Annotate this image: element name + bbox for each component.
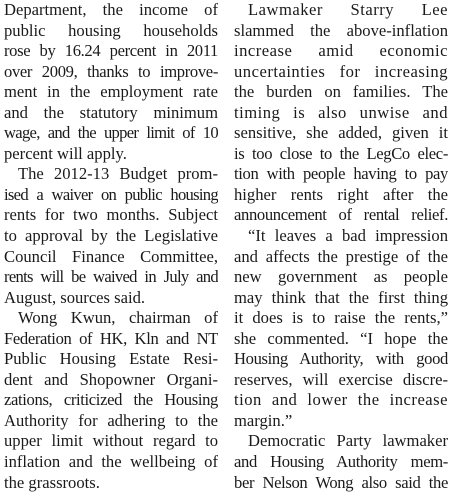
text-line: Authority for adhering to the bbox=[4, 410, 218, 430]
text-line: is too close to the LegCo elec- bbox=[234, 143, 448, 163]
text-line: dent and Shopowner Organi- bbox=[4, 369, 218, 389]
text-line: margin.” bbox=[234, 410, 293, 430]
text-line: August, sources said. bbox=[4, 287, 146, 307]
text-line: higher rents right after the bbox=[234, 184, 448, 204]
article-column-right bbox=[234, 0, 448, 496]
text-line: timing is also unwise and bbox=[234, 102, 448, 122]
text-line: and affects the prestige of the bbox=[234, 246, 448, 266]
text-line: zations, criticized the Housing bbox=[4, 390, 218, 410]
text-line: rents for two months. Subject bbox=[4, 205, 218, 225]
text-line: ment in the employment rate bbox=[4, 82, 218, 102]
text-line: Lawmaker Starry Lee bbox=[248, 0, 448, 19]
text-line: wage, and the upper limit of 10 bbox=[4, 123, 218, 143]
text-line: Federation of HK, Kln and NT bbox=[4, 328, 218, 348]
text-line: announcement of rental relief. bbox=[234, 205, 448, 225]
text-line: to approval by the Legislative bbox=[4, 226, 218, 246]
text-line: the burden on families. The bbox=[234, 82, 448, 102]
text-line: it does is to raise the rents,” bbox=[234, 308, 448, 328]
text-line: reserves, will exercise discre- bbox=[234, 369, 448, 389]
text-line: sensitive, she added, given it bbox=[234, 123, 448, 143]
text-line: Department, the income of bbox=[4, 0, 218, 19]
text-line: upper limit without regard to bbox=[4, 431, 218, 451]
text-line: “It leaves a bad impression bbox=[248, 226, 448, 246]
text-line: may think that the first thing bbox=[234, 287, 448, 307]
text-line: over 2009, thanks to improve- bbox=[4, 61, 218, 81]
text-line: uncertainties for increasing bbox=[234, 61, 448, 81]
text-line: tion and lower the increase bbox=[234, 390, 448, 410]
text-line: Council Finance Committee, bbox=[4, 246, 218, 266]
text-line: percent will apply. bbox=[4, 143, 127, 163]
article-column-left bbox=[4, 0, 218, 496]
text-line: slammed the above-inflation bbox=[234, 20, 448, 40]
text-line: Public Housing Estate Resi- bbox=[4, 349, 218, 369]
text-line: Wong Kwun, chairman of bbox=[18, 308, 218, 328]
text-line: inflation and the wellbeing of bbox=[4, 452, 218, 472]
text-line: The 2012-13 Budget prom- bbox=[18, 164, 218, 184]
text-line: public housing households bbox=[4, 20, 218, 40]
text-line: and the statutory minimum bbox=[4, 102, 218, 122]
text-line: and Housing Authority mem- bbox=[234, 452, 448, 472]
text-line: rents will be waived in July and bbox=[4, 267, 218, 287]
text-line: increase amid economic bbox=[234, 41, 448, 61]
text-line: rose by 16.24 percent in 2011 bbox=[4, 41, 218, 61]
text-line: ised a waiver on public housing bbox=[4, 184, 218, 204]
text-line: Democratic Party lawmaker bbox=[248, 431, 448, 451]
text-line: new government as people bbox=[234, 267, 448, 287]
text-line: Housing Authority, with good bbox=[234, 349, 448, 369]
article-page bbox=[4, 0, 448, 496]
text-line: the grassroots. bbox=[4, 472, 100, 492]
text-line: tion with people having to pay bbox=[234, 164, 448, 184]
text-line: ber Nelson Wong also said the bbox=[234, 472, 448, 492]
text-line: she commented. “I hope the bbox=[234, 328, 448, 348]
